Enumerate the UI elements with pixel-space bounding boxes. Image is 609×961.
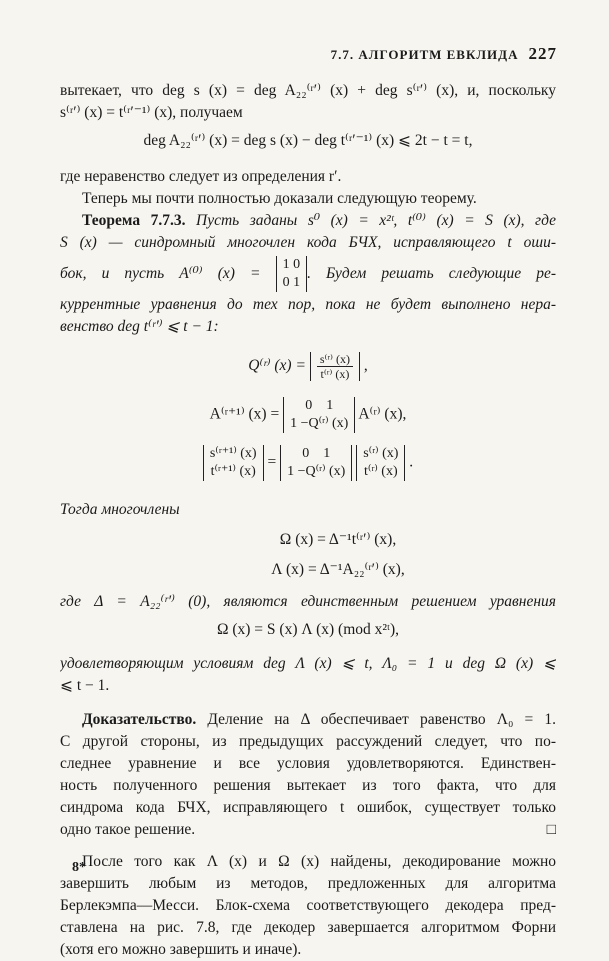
matrix-cell: −Q⁽ʳ⁾ (x) [297,464,346,479]
vector-right [356,445,405,481]
theorem-text: бок, и пусть A⁽⁰⁾ (x) = [60,265,261,282]
text-line: где неравенство следует из определения r′. [60,168,342,185]
header-title: 7.7. АЛГОРИТМ ЕВКЛИДА [330,47,519,62]
text-line: Тогда многочлены [60,501,180,518]
fraction-denominator: t⁽ʳ⁾ (x) [320,367,350,381]
conclusion-line: Берлекэмпа—Месси. Блок-схема соответствующего декодера пред- [60,897,556,914]
matrix-cell: 1 [290,416,298,431]
signature-mark: 8* [72,860,86,875]
conclusion-line: завершить любым из методов, предложенных для алгоритма [60,875,556,892]
theorem-text: Пусть заданы s⁰ (x) = x²ᵗ, t⁽⁰⁾ (x) = S (x), где [196,212,556,229]
conclusion-line: После того как Λ (x) и Ω (x) найдены, декодирование можно [82,853,556,870]
proof-label: Доказательство. [82,711,197,728]
matrix-cell: 1 [287,464,295,479]
equation-st: s⁽ʳ⁺¹⁾ (x) t⁽ʳ⁺¹⁾ (x) = 0 1 1 −Q⁽ʳ⁾ (x) s⁽ʳ⁾ (x) t⁽ʳ⁾ (x) . [60,445,556,481]
conclusion-line: ставлена на рис. 7.8, где декодер завершается алгоритмом Форни [60,919,556,936]
matrix-cell: 0 [293,257,301,273]
running-header [331,44,557,64]
matrix-cell: 1 [282,257,290,273]
equation-degree: deg A₂₂⁽ʳ′⁾ (x) = deg s (x) − deg t⁽ʳ′⁻¹⁾ (x) ⩽ 2t − t = t, [143,132,473,149]
text-line: где Δ = A₂₂⁽ʳ′⁾ (0), являются единственным решением уравнения [60,593,556,610]
proof-text: Деление на Δ обеспечивает равенство Λ₀ = 1. [207,711,556,728]
matrix-cell: 0 [302,446,310,461]
proof-line: синдрома кода БЧХ, исправляющего t ошибок, существует только [60,799,556,816]
eq-lhs: Q⁽ʳ⁾ (x) = [248,357,306,375]
page-number: 227 [528,44,557,63]
text-line: ⩽ t − 1. [60,677,110,694]
matrix-m [280,445,352,481]
theorem-label: Теорема 7.7.3. [82,212,186,229]
text-line: s⁽ʳ′⁾ (x) = t⁽ʳ′⁻¹⁾ (x), получаем [60,104,243,121]
equation-lambda: Λ (x) = Δ⁻¹A₂₂⁽ʳ′⁾ (x), [271,561,405,578]
proof-line: ность полученного решения вытекает из того факта, что для [60,777,556,794]
fraction-numerator: s⁽ʳ⁾ (x) [317,352,353,367]
equation-q: Q⁽ʳ⁾ (x) = $\frac{\text{s⁽ʳ⁾ (x)}}{\text{t⁽ʳ⁾ (x)}}$ , [248,352,368,381]
text-line: удовлетворяющим условиям deg Λ (x) ⩽ t, Λ₀ = 1 и deg Ω (x) ⩽ [60,655,556,672]
floor-bracket [310,352,360,381]
theorem-line: S (x) — синдромный многочлен кода БЧХ, исправляющего t оши- [60,234,556,251]
proof-line: С другой стороны, из предыдущих рассуждений следует, что по- [60,733,556,750]
page-body [60,80,556,961]
vector-cell: t⁽ʳ⁾ (x) [364,464,398,479]
theorem-line [60,210,556,232]
vector-cell: s⁽ʳ⁺¹⁾ (x) [209,446,257,461]
theorem-text: . Будем решать следующие ре- [307,265,556,282]
theorem-line: венство deg t⁽ʳ′⁾ ⩽ t − 1: [60,318,219,335]
matrix-cell: 0 [282,275,290,291]
text-line: вытекает, что deg s (x) = deg A₂₂⁽ʳ′⁾ (x) + deg s⁽ʳ′⁾ (x), и, поскольку [60,82,556,99]
vector-cell: s⁽ʳ⁾ (x) [363,446,399,461]
eq-rhs: A⁽ʳ⁾ (x), [358,405,407,423]
equation-a [60,397,556,433]
vector-left [203,445,264,481]
theorem-line [60,254,556,294]
matrix-cell: 1 [293,275,301,291]
proof-text: одно такое решение. [60,821,196,838]
proof-line: следнее уравнение и все условия удовлетворяются. Единствен- [60,755,556,772]
vector-cell: t⁽ʳ⁺¹⁾ (x) [210,464,256,479]
matrix-a0 [276,256,308,292]
matrix-cell: 1 [323,446,331,461]
qed-mark: □ [546,821,556,838]
matrix-m [283,397,355,433]
proof-line [60,819,556,841]
theorem-line: куррентные уравнения до тех пор, пока не будет выполнено нера- [60,296,556,313]
matrix-cell: −Q⁽ʳ⁾ (x) [300,416,349,431]
text-line: Теперь мы почти полностью доказали следующую теорему. [82,190,477,207]
equation-key: Ω (x) = S (x) Λ (x) (mod x²ᵗ), [216,621,400,638]
proof-line [60,709,556,731]
fraction [317,352,353,381]
eq-lhs: A⁽ʳ⁺¹⁾ (x) = [209,405,280,423]
matrix-cell: 1 [326,398,334,413]
matrix-cell: 0 [305,398,313,413]
conclusion-line: (хотя его можно завершить и иначе). [60,941,302,958]
equation-omega: Ω (x) = Δ⁻¹t⁽ʳ′⁾ (x), [279,531,397,548]
